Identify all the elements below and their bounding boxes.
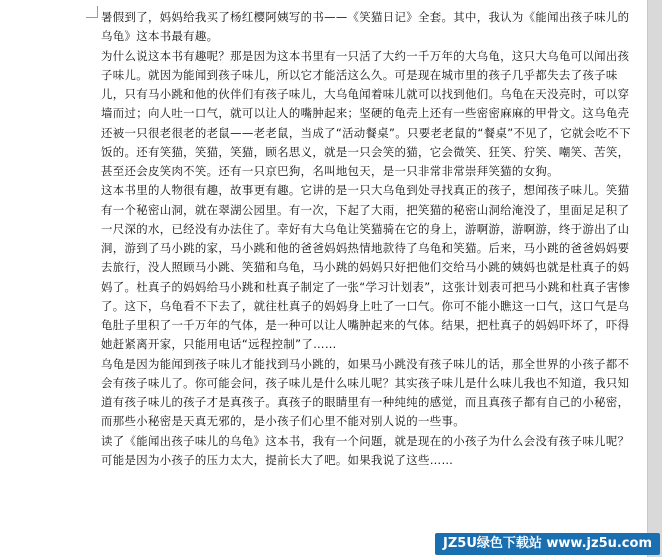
- document-body[interactable]: [101, 8, 637, 470]
- paragraph-5: 读了《能闻出孩子味儿的乌龟》这本书，我有一个问题，就是现在的小孩子为什么会没有孩子味儿呢？可能是因为小孩子的压力太大，提前长大了吧。如果我说了这些……: [101, 433, 630, 467]
- site-watermark: JZ5U绿色下载站 www.jz5u.com: [435, 533, 660, 555]
- paragraph-2: 为什么说这本书有趣呢？那是因为这本书里有一只活了大约一千万年的大乌龟，这只大乌龟可以闻出孩子味儿。就因为能闻到孩子味儿，所以它才能活这么久。可是现在城市里的孩子几乎都失去了孩子味儿，只有马小跳和他的伙伴们有孩子味儿，大乌龟闻着味儿就可以找到他们。乌龟在天没亮时，可以穿墙而过；向人吐一口气，就可以让人的嘴肿起来；坚硬的龟壳上还有一些密密麻麻的甲骨文。这乌龟壳还被一只很老很老的老鼠——老老鼠，当成了“活动餐桌”。只要老老鼠的“餐桌”不见了，它就会吃不下饭的。还有笑猫，笑猫，笑猫，顾名思义，就是一只会笑的猫，它会微笑、狂笑、狞笑、嘲笑、苦笑，甚至还会皮笑肉不笑。还有一只京巴狗，名叫地包天，是一只非常非常崇拜笑猫的女狗。: [101, 48, 631, 178]
- paragraph-4: 乌龟是因为能闻到孩子味儿才能找到马小跳的，如果马小跳没有孩子味儿的话，那全世界的小孩子都不会有孩子味儿了。你可能会问，孩子味儿是什么味儿呢？其实孩子味儿是什么味儿我也不知道，我只知道有孩子味儿的孩子才是真孩子。真孩子的眼睛里有一种纯纯的感觉，而且真孩子都有自己的小秘密，而那些小秘密是天真无邪的，是小孩子们心里不能对别人说的一些事。: [101, 356, 630, 429]
- paragraph-3: 这本书里的人物很有趣，故事更有趣。它讲的是一只大乌龟到处寻找真正的孩子，想闻孩子味儿。笑猫有一个秘密山洞，就在翠湖公园里。有一次，下起了大雨，把笑猫的秘密山洞给淹没了，里面足足积了一尺深的水，已经没有办法住了。幸好有大乌龟让笑猫骑在它的身上，游啊游，游啊游，终于游出了山洞，游到了马小跳的家，马小跳和他的爸爸妈妈热情地款待了乌龟和笑猫。后来，马小跳的爸爸妈妈要去旅行，没人照顾马小跳、笑猫和乌龟，马小跳的妈妈只好把他们交给马小跳的姨妈也就是杜真子的妈妈了。杜真子的妈妈给马小跳和杜真子制定了一张“学习计划表”，这张计划表可把马小跳和杜真子害惨了。这下，乌龟看不下去了，就往杜真子的妈妈身上吐了一口气。你可不能小瞧这一口气，这口气是乌龟肚子里积了一千万年的气体，是一种可以让人嘴肿起来的气体。结果，把杜真子的妈妈吓坏了，吓得她赶紧离开家，只能用电话“远程控制”了……: [101, 183, 631, 352]
- page-corner-mark: [86, 6, 98, 18]
- paragraph-1: 暑假到了，妈妈给我买了杨红樱阿姨写的书——《笑猫日记》全套。其中，我认为《能闻出孩子味儿的乌龟》这本书最有趣。: [101, 10, 630, 44]
